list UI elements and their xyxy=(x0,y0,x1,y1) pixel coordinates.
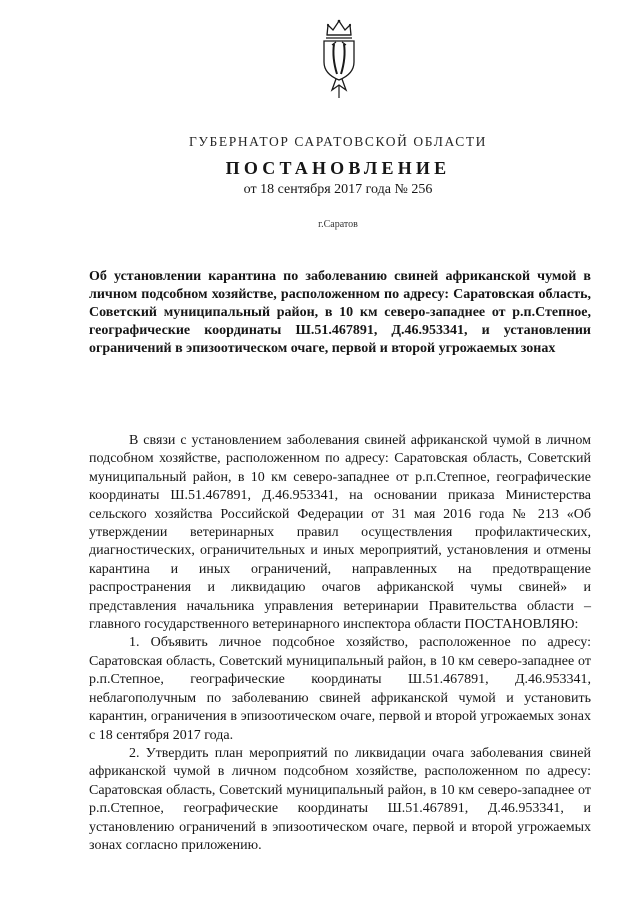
saratov-coat-of-arms-icon xyxy=(314,18,364,100)
item-1-paragraph: 1. Объявить личное подсобное хозяйство, расположенное по адресу: Саратовская область, Советский муниципальный район, в 10 км северо-западнее от р.п.Степное, географические координаты Ш.51.467891, Д.46.953341, неблагополучным по заболеванию свиней африканской чумой и установить карантин, ограничения в эпизоотическом очаге, первой и второй угрожаемых зонах с 18 сентября 2017 года. xyxy=(89,635,591,743)
issuing-authority: ГУБЕРНАТОР САРАТОВСКОЙ ОБЛАСТИ xyxy=(188,134,488,149)
document-body xyxy=(89,432,591,855)
document-date-number: от 18 сентября 2017 года № 256 xyxy=(243,182,433,197)
preamble-paragraph: В связи с установлением заболевания свиней африканской чумой в личном подсобном хозяйстве, расположенном по адресу: Саратовская область, Советский муниципальный район, в 10 км северо-западнее от р.п.Степное, географические координаты Ш.51.467891, Д.46.953341, на основании приказа Министерства сельского хозяйства Российской Федерации от 31 мая 2016 года № 213 «Об утверждении ветеринарных правил осуществления профилактических, диагностических, ограничительных и иных мероприятий, установления и отмены карантина и иных ограничений, направленных на предотвращение распространения и ликвидацию очагов африканской чумы свиней» и представления начальника управления ветеринарии Правительства области – главного государственного ветеринарного инспектора области ПОСТАНОВЛЯЮ: xyxy=(89,433,591,633)
issue-city: г.Саратов xyxy=(318,219,358,230)
document-title: Об установлении карантина по заболеванию свиней африканской чумой в личном подсобном хозяйстве, расположенном по адресу: Саратовская область, Советский муниципальный район, в 10 км северо-западнее от р.п.Степное, географические координаты Ш.51.467891, Д.46.953341, и установлении ограничений в эпизоотическом очаге, первой и второй угрожаемых зонах xyxy=(89,269,591,356)
document-type-heading: ПОСТАНОВЛЕНИЕ xyxy=(225,158,451,178)
item-2-paragraph: 2. Утвердить план мероприятий по ликвидации очага заболевания свиней африканской чумой в личном подсобном хозяйстве, расположенном по адресу: Саратовская область, Советский муниципальный район, в 10 км северо-западнее от р.п.Степное, географические координаты Ш.51.467891, Д.46.953341, и установлению ограничений в эпизоотическом очаге, первой и второй угрожаемых зонах согласно приложению. xyxy=(89,745,591,853)
